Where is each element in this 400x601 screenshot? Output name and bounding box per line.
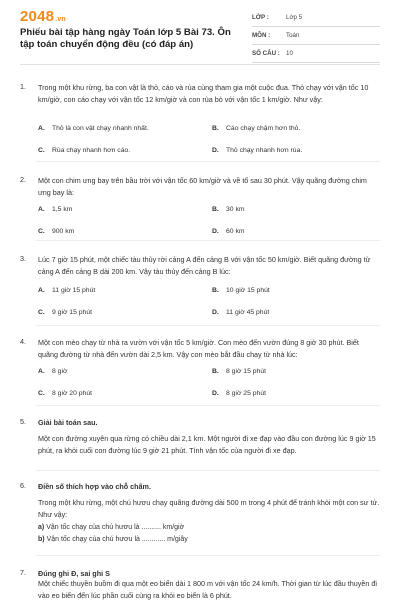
option-d[interactable] (212, 390, 266, 397)
question-text: Trong một khu rừng, một chú hươu chạy quãng đường dài 500 m trong 4 phút để tránh khỏi một con sư tử. Như vậy: (38, 498, 380, 519)
option-letter: B. (212, 125, 219, 132)
info-row-grade (252, 12, 380, 27)
question-number: 3. (20, 254, 26, 263)
option-letter: A. (38, 287, 45, 294)
option-letter: C. (38, 390, 45, 397)
question-number: 1. (20, 82, 26, 91)
option-letter: A. (38, 206, 45, 213)
option-text: 8 giờ 20 phút (52, 390, 92, 397)
info-box (252, 12, 380, 66)
option-letter: C. (38, 309, 45, 316)
option-c[interactable] (38, 228, 74, 235)
separator (36, 405, 380, 406)
question-heading: Giải bài toán sau. (38, 418, 98, 427)
option-text: Thỏ là con vật chạy nhanh nhất. (52, 125, 149, 132)
option-letter: D. (212, 390, 219, 397)
option-text: Rùa chạy nhanh hơn cáo. (52, 147, 131, 154)
option-b[interactable] (212, 287, 270, 294)
question-number: 5. (20, 417, 26, 426)
question-number: 4. (20, 337, 26, 346)
option-text: Thỏ chạy nhanh hơn rùa. (226, 147, 303, 154)
question-number: 6. (20, 481, 26, 490)
question-text: Lúc 7 giờ 15 phút, một chiếc tàu thủy rời cảng A đến cảng B với vận tốc 50 km/giờ. Biết quãng đường từ cảng A đến cảng B dài 200 km. Vậy tàu thủy đến cảng B lúc: (38, 255, 371, 276)
separator (36, 325, 380, 326)
question-number: 2. (20, 175, 26, 184)
brand-suffix: .vn (55, 16, 66, 23)
info-value: 10 (286, 50, 293, 57)
question-text: Trong một khu rừng, ba con vật là thỏ, cáo và rùa cùng tham gia một cuộc đua. Thỏ chạy với vận tốc 10 km/giờ, con cáo chạy với vận tốc 12 km/giờ và con rùa bò với vận tốc 1 km/giờ. Như vậy: (38, 83, 369, 104)
option-letter: D. (212, 147, 219, 154)
option-letter: D. (212, 309, 219, 316)
option-c[interactable] (38, 309, 92, 316)
fill-line-a[interactable] (38, 522, 380, 533)
line-text: Vận tốc chạy của chú hươu là .......... km/giờ (46, 524, 185, 531)
info-row-subject (252, 30, 380, 45)
separator (36, 161, 380, 162)
worksheet-header (0, 0, 400, 64)
option-text: 11 giờ 45 phút (226, 309, 270, 316)
separator (36, 555, 380, 556)
info-label: SỐ CÂU : (252, 50, 280, 57)
separator (36, 470, 380, 471)
question-text: Một con chim ưng bay trên bầu trời với vận tốc 60 km/giờ và về tổ sau 30 phút. Vậy quãng đường chim ưng bay là: (38, 176, 367, 197)
option-letter: A. (38, 125, 45, 132)
option-letter: D. (212, 228, 219, 235)
option-text: 60 km (226, 228, 245, 235)
option-text: 900 km (52, 228, 75, 235)
option-letter: B. (212, 206, 219, 213)
separator (36, 240, 380, 241)
fill-line-b[interactable] (38, 534, 380, 545)
info-row-count (252, 48, 380, 63)
option-a[interactable] (38, 125, 149, 132)
info-label: LỚP : (252, 14, 269, 21)
option-c[interactable] (38, 147, 130, 154)
line-text: Vận tốc chạy của chú hươu là ............ m/giây (46, 536, 188, 543)
option-letter: C. (38, 228, 45, 235)
option-b[interactable] (212, 206, 245, 213)
info-value: Toán (286, 32, 300, 39)
option-text: 30 km (226, 206, 245, 213)
brand-name: 2048 (20, 8, 55, 25)
option-text: 8 giờ 25 phút (226, 390, 266, 397)
question-number: 7. (20, 568, 26, 577)
question-text: Một con mèo chạy từ nhà ra vườn với vận tốc 5 km/giờ. Con mèo đến vườn đúng 8 giờ 30 phút. Biết quãng đường từ nhà đến vườn dài 2,5 km. Vậy con mèo bắt đầu chạy từ nhà lúc: (38, 338, 359, 359)
question-text: Một chiếc thuyền buồm đi qua một eo biển dài 1 800 m với vận tốc 24 km/h. Thời gian từ lúc đầu thuyền đi vào eo biển đến lúc phần cuối cùng ra khỏi eo biển là 6 phút. (38, 579, 377, 600)
info-value: Lớp 5 (286, 14, 303, 21)
question-text: Một con đường xuyên qua rừng có chiều dài 2,1 km. Một người đi xe đạp vào đầu con đường lúc 9 giờ 15 phút, ra khỏi cuối con đường lúc 9 giờ 21 phút. Tính vận tốc của người đi xe đạp. (38, 434, 376, 455)
page-title: Phiếu bài tập hàng ngày Toán lớp 5 Bài 73. Ôn tập toán chuyển động đều (có đáp án) (20, 27, 231, 50)
info-label: MÔN : (252, 32, 271, 39)
header-divider (20, 64, 380, 65)
option-a[interactable] (38, 206, 72, 213)
option-text: Cáo chạy chậm hơn thỏ. (226, 125, 301, 132)
option-text: 10 giờ 15 phút (226, 287, 270, 294)
option-letter: B. (212, 287, 219, 294)
line-prefix: b) (38, 536, 45, 543)
option-b[interactable] (212, 368, 266, 375)
option-a[interactable] (38, 368, 67, 375)
option-text: 1,5 km (52, 206, 73, 213)
option-letter: A. (38, 368, 45, 375)
option-letter: B. (212, 368, 219, 375)
brand-logo[interactable] (20, 8, 66, 25)
option-c[interactable] (38, 390, 92, 397)
option-text: 9 giờ 15 phút (52, 309, 92, 316)
option-letter: C. (38, 147, 45, 154)
option-text: 8 giờ (52, 368, 68, 375)
option-b[interactable] (212, 125, 300, 132)
option-d[interactable] (212, 228, 245, 235)
option-d[interactable] (212, 147, 302, 154)
option-text: 11 giờ 15 phút (52, 287, 96, 294)
option-d[interactable] (212, 309, 269, 316)
question-heading: Đúng ghi Đ, sai ghi S (38, 569, 110, 578)
option-a[interactable] (38, 287, 95, 294)
line-prefix: a) (38, 524, 45, 531)
option-text: 8 giờ 15 phút (226, 368, 266, 375)
question-heading: Điền số thích hợp vào chỗ chấm. (38, 482, 151, 491)
